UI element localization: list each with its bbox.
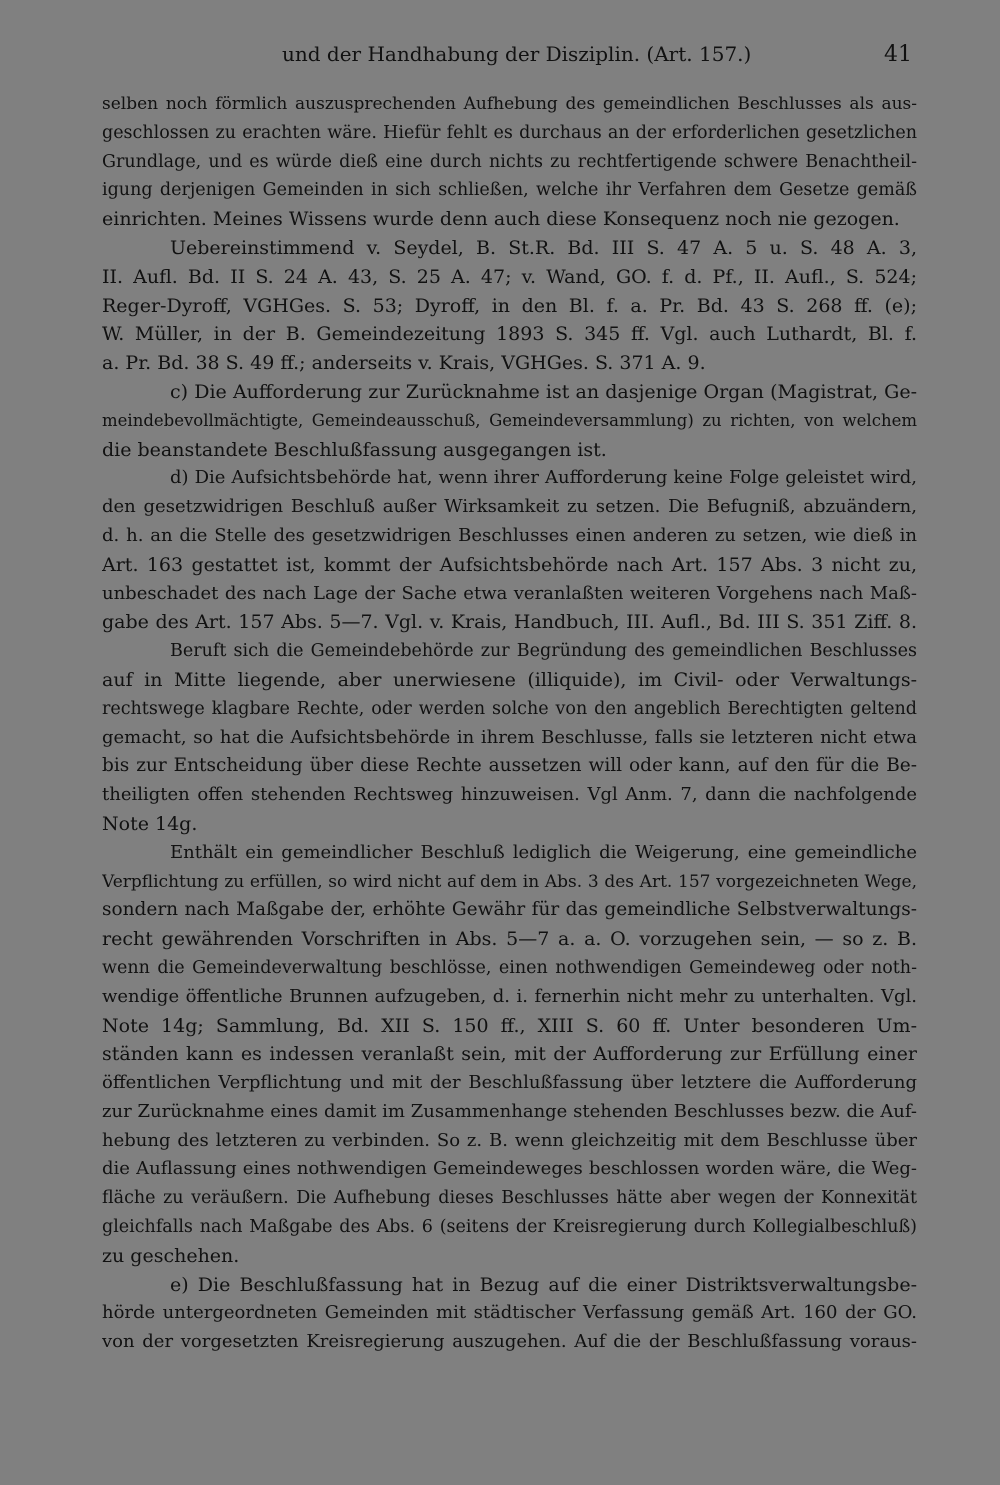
text-line: Reger-Dyroff, VGHGes. S. 53; Dyroff, in den Bl. f. a. Pr. Bd. 43 S. 268 ff. (e); [102, 294, 917, 317]
text-line: die beanstandete Beschlußfassung ausgegangen ist. [102, 438, 607, 461]
text-line: recht gewährenden Vorschriften in Abs. 5—7 a. a. O. vorzugehen sein, — so z. B. [102, 928, 917, 951]
text-line: hörde untergeordneten Gemeinden mit städtischer Verfassung gemäß Art. 160 der GO. [102, 1302, 917, 1324]
text-line: Verpflichtung zu erfüllen, so wird nicht auf dem in Abs. 3 des Art. 157 vorgezeichneten Wege, [102, 871, 917, 892]
text-line: selben noch förmlich auszusprechenden Aufhebung des gemeindlichen Beschlusses als aus- [102, 94, 917, 114]
text-line: unbeschadet des nach Lage der Sache etwa veranlaßten weiteren Vorgehens nach Maß- [102, 582, 917, 604]
text-line: W. Müller, in der B. Gemeindezeitung 1893 S. 345 ff. Vgl. auch Luthardt, Bl. f. [102, 323, 917, 346]
text-line: II. Aufl. Bd. II S. 24 A. 43, S. 25 A. 47; v. Wand, GO. f. d. Pf., II. Aufl., S. 524; [102, 265, 917, 288]
text-line: sondern nach Maßgabe der, erhöhte Gewähr für das gemeindliche Selbstverwaltungs- [102, 899, 917, 921]
text-line: Uebereinstimmend v. Seydel, B. St.R. Bd. III S. 47 A. 5 u. S. 48 A. 3, [170, 236, 917, 259]
text-line: gemacht, so hat die Aufsichtsbehörde in ihrem Beschlusse, falls sie letzteren nicht etwa [102, 726, 917, 748]
text-line: igung derjenigen Gemeinden in sich schließen, welche ihr Verfahren dem Gesetze gemäß [102, 180, 917, 201]
text-line: fläche zu veräußern. Die Aufhebung dieses Beschlusses hätte aber wegen der Konnexität [102, 1188, 917, 1209]
text-line: rechtswege klagbare Rechte, oder werden solche von den angeblich Berechtigten geltend [102, 698, 917, 719]
running-head [102, 42, 912, 72]
text-line: ständen kann es indessen veranlaßt sein, mit der Aufforderung zur Erfüllung einer [102, 1043, 917, 1066]
text-line: a. Pr. Bd. 38 S. 49 ff.; anderseits v. Krais, VGHGes. S. 371 A. 9. [102, 352, 706, 375]
text-line: e) Die Beschlußfassung hat in Bezug auf die einer Distriktsverwaltungsbe- [170, 1273, 917, 1296]
text-line: zu geschehen. [102, 1244, 240, 1267]
text-line: wenn die Gemeindeverwaltung beschlösse, einen nothwendigen Gemeindeweg oder noth- [102, 957, 917, 978]
text-line: die Auflassung eines nothwendigen Gemeindeweges beschlossen worden wäre, die Weg- [102, 1158, 917, 1180]
text-line: Enthält ein gemeindlicher Beschluß lediglich die Weigerung, eine gemeindliche [170, 841, 917, 863]
text-line: gabe des Art. 157 Abs. 5—7. Vgl. v. Krais, Handbuch, III. Aufl., Bd. III S. 351 Ziff. 8. [102, 611, 917, 634]
text-line: von der vorgesetzten Kreisregierung auszugehen. Auf die der Beschlußfassung voraus- [102, 1331, 917, 1353]
body-text [102, 90, 917, 1357]
text-line: bis zur Entscheidung über diese Rechte aussetzen will oder kann, auf den für die Be- [102, 755, 917, 777]
text-line: c) Die Aufforderung zur Zurücknahme ist an dasjenige Organ (Magistrat, Ge- [170, 380, 917, 403]
text-line: d) Die Aufsichtsbehörde hat, wenn ihrer Aufforderung keine Folge geleistet wird, [170, 467, 917, 489]
text-line: einrichten. Meines Wissens wurde denn auch diese Konsequenz noch nie gezogen. [102, 208, 900, 231]
text-line: meindebevollmächtigte, Gemeindeausschuß, Gemeindeversammlung) zu richten, von welchem [102, 410, 917, 430]
text-line: den gesetzwidrigen Beschluß außer Wirksamkeit zu setzen. Die Befugniß, abzuändern, [102, 496, 917, 518]
text-line: gleichfalls nach Maßgabe des Abs. 6 (seitens der Kreisregierung durch Kollegialbeschluß) [102, 1217, 917, 1238]
text-line: Note 14g. [102, 812, 198, 835]
text-line: theiligten offen stehenden Rechtsweg hinzuweisen. Vgl Anm. 7, dann die nachfolgende [102, 784, 917, 806]
text-line: geschlossen zu erachten wäre. Hiefür fehlt es durchaus an der erforderlichen gesetzlichen [102, 122, 917, 143]
page-number: 41 [884, 42, 912, 67]
text-line: Art. 163 gestattet ist, kommt der Aufsichtsbehörde nach Art. 157 Abs. 3 nicht zu, [102, 553, 917, 576]
text-line: auf in Mitte liegende, aber unerwiesene (illiquide), im Civil- oder Verwaltungs- [102, 668, 917, 691]
running-head-title: und der Handhabung der Disziplin. (Art. 157.) [282, 42, 752, 66]
text-line: hebung des letzteren zu verbinden. So z. B. wenn gleichzeitig mit dem Beschlusse über [102, 1129, 917, 1151]
text-line: öffentlichen Verpflichtung und mit der Beschlußfassung über letztere die Aufforderung [102, 1072, 917, 1094]
text-line: Beruft sich die Gemeindebehörde zur Begründung des gemeindlichen Beschlusses [170, 641, 917, 662]
text-line: d. h. an die Stelle des gesetzwidrigen Beschlusses einen anderen zu setzen, wie dieß in [102, 524, 917, 546]
text-line: Grundlage, und es würde dieß eine durch nichts zu rechtfertigende schwere Benachtheil- [102, 151, 917, 172]
text-line: zur Zurücknahme eines damit im Zusammenhange stehenden Beschlusses bezw. die Auf- [102, 1100, 917, 1122]
text-line: wendige öffentliche Brunnen aufzugeben, d. i. fernerhin nicht mehr zu unterhalten. Vgl. [102, 985, 917, 1007]
text-line: Note 14g; Sammlung, Bd. XII S. 150 ff., XIII S. 60 ff. Unter besonderen Um- [102, 1014, 917, 1037]
